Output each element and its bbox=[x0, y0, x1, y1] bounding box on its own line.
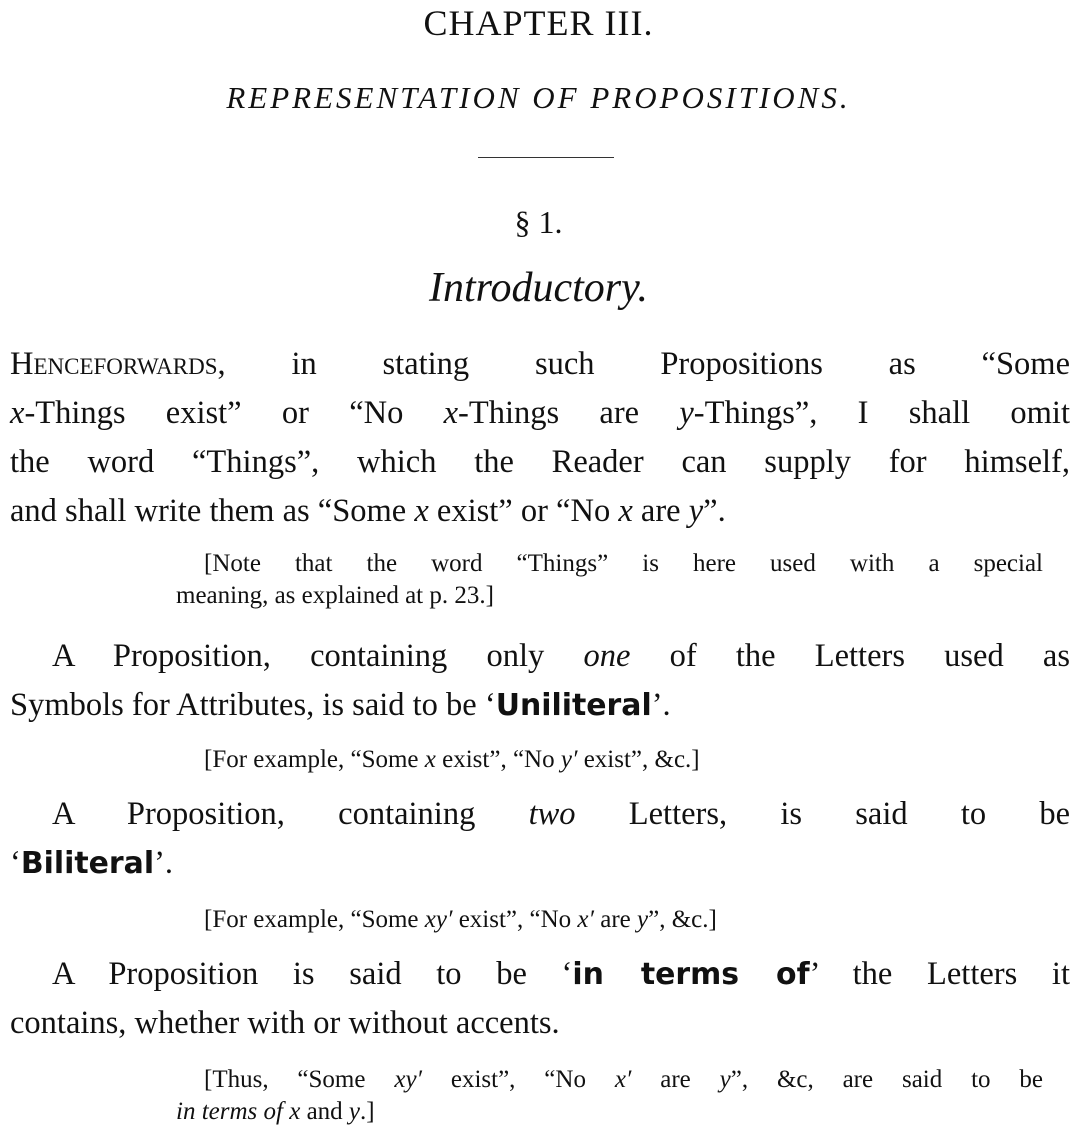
bracket-note bbox=[176, 1064, 1043, 1128]
text-run: ’. bbox=[154, 845, 174, 881]
paragraph-in-terms-of bbox=[10, 950, 1070, 1048]
text-run: Letters, is said to be bbox=[575, 796, 1071, 832]
variable: xy′ bbox=[424, 906, 453, 933]
text-run: ’. bbox=[651, 687, 671, 723]
text-run: ‘ bbox=[10, 845, 21, 881]
note-line: meaning, as explained at p. 23.] bbox=[176, 582, 494, 609]
text-run: , in stating such Propositions as “Some bbox=[217, 346, 1070, 382]
text-run: A Proposition, containing bbox=[52, 796, 529, 832]
text-run: [For example, “Some bbox=[204, 906, 425, 933]
text-run: Symbols for Attributes, is said to be ‘ bbox=[10, 687, 496, 723]
text-run: A Proposition is said to be ‘ bbox=[52, 956, 573, 992]
text-run: and shall write them as “Some bbox=[10, 493, 415, 529]
text-run: -Things are bbox=[458, 395, 680, 431]
paragraph-line bbox=[10, 389, 1070, 438]
bracket-note bbox=[204, 744, 1004, 776]
variable: y bbox=[348, 1098, 361, 1125]
variable: x bbox=[289, 1098, 301, 1125]
paragraph-line bbox=[10, 632, 1070, 681]
text-run: and bbox=[300, 1098, 349, 1125]
text-run: exist” or “No bbox=[428, 493, 619, 529]
paragraph-line: contains, whether with or without accents. bbox=[10, 1005, 560, 1041]
text-run: exist”, “No bbox=[452, 906, 578, 933]
text-run: A Proposition, containing only bbox=[52, 638, 584, 674]
bracket-note bbox=[176, 548, 1043, 612]
emphasis: in terms of bbox=[176, 1098, 290, 1125]
emphasis: one bbox=[583, 638, 631, 674]
emphasis: two bbox=[528, 796, 576, 832]
paragraph-biliteral bbox=[10, 790, 1070, 888]
text-run: of the Letters used as bbox=[630, 638, 1071, 674]
paragraph-line bbox=[10, 839, 1070, 888]
text-run: exist”, “No bbox=[422, 1066, 615, 1093]
text-run: ’ the Letters it bbox=[809, 956, 1070, 992]
text-run: [Thus, “Some bbox=[204, 1066, 395, 1093]
variable: x bbox=[10, 395, 25, 431]
text-run: are bbox=[594, 906, 638, 933]
note-line bbox=[204, 904, 1004, 936]
note-line bbox=[204, 1064, 1043, 1096]
divider-rule bbox=[478, 157, 614, 158]
text-run: exist”, “No bbox=[435, 746, 561, 773]
variable: y bbox=[719, 1066, 731, 1093]
section-number: § 1. bbox=[514, 204, 563, 240]
paragraph-line bbox=[10, 790, 1070, 839]
bracket-note bbox=[204, 904, 1004, 936]
paragraph-line bbox=[10, 487, 1070, 536]
variable: y′ bbox=[560, 746, 578, 773]
lead-word: Henceforwards bbox=[10, 346, 218, 382]
text-run: -Things”, I shall omit bbox=[693, 395, 1070, 431]
variable: x bbox=[414, 493, 429, 529]
text-run: ”, &c, are said to be bbox=[730, 1066, 1043, 1093]
variable: y bbox=[637, 906, 649, 933]
note-line bbox=[176, 1096, 1043, 1128]
text-run: ”, &c.] bbox=[648, 906, 717, 933]
variable: x bbox=[618, 493, 633, 529]
variable: x′ bbox=[577, 906, 594, 933]
text-run: [For example, “Some bbox=[204, 746, 425, 773]
variable: y bbox=[688, 493, 704, 529]
variable: y bbox=[679, 395, 694, 431]
paragraph-henceforwards bbox=[10, 340, 1070, 536]
variable: x bbox=[424, 746, 436, 773]
note-line: [Note that the word “Things” is here used with a special bbox=[204, 550, 1043, 577]
section-title: Introductory. bbox=[429, 265, 648, 311]
variable: x bbox=[443, 395, 459, 431]
text-run: are bbox=[632, 493, 689, 529]
text-run: exist”, &c.] bbox=[577, 746, 700, 773]
text-run: .] bbox=[360, 1098, 375, 1125]
text-run: ”. bbox=[703, 493, 726, 529]
chapter-subtitle: REPRESENTATION OF PROPOSITIONS. bbox=[226, 80, 851, 115]
paragraph-line bbox=[10, 681, 1070, 730]
variable: xy′ bbox=[394, 1066, 423, 1093]
paragraph-line bbox=[10, 340, 1070, 389]
defined-term: Biliteral bbox=[20, 846, 155, 881]
chapter-heading: CHAPTER III. bbox=[423, 3, 654, 43]
variable: x′ bbox=[614, 1066, 632, 1093]
paragraph-line: the word “Things”, which the Reader can supply for himself, bbox=[10, 444, 1070, 480]
paragraph-line bbox=[10, 950, 1070, 999]
note-line bbox=[204, 744, 1004, 776]
paragraph-uniliteral bbox=[10, 632, 1070, 730]
text-run: -Things exist” or “No bbox=[24, 395, 444, 431]
defined-term: in terms of bbox=[572, 957, 810, 992]
text-run: are bbox=[631, 1066, 720, 1093]
defined-term: Uniliteral bbox=[495, 688, 652, 723]
